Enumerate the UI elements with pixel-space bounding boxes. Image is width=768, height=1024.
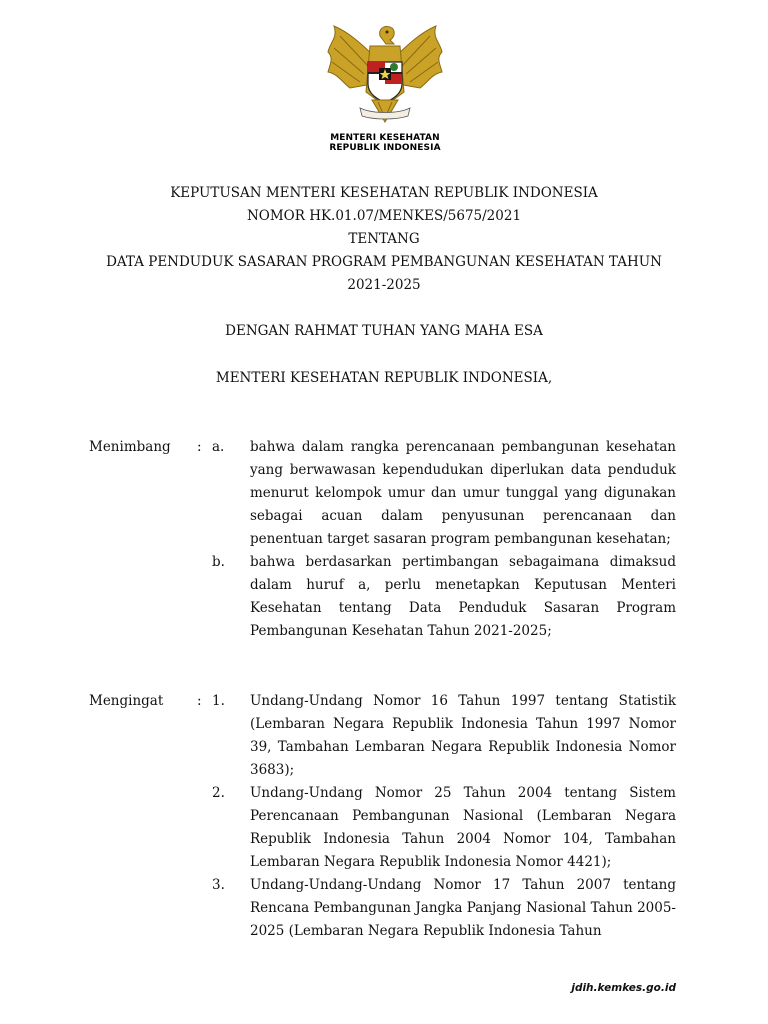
mengingat-colon: : [197, 693, 202, 709]
item-marker: 1. [212, 693, 225, 709]
institution-name [300, 133, 470, 153]
title-line-2: NOMOR HK.01.07/MENKES/5675/2021 [246, 208, 522, 224]
menimbang-colon: : [197, 439, 202, 455]
item-marker: 3. [212, 877, 225, 893]
blessing-line: DENGAN RAHMAT TUHAN YANG MAHA ESA [225, 323, 543, 339]
document-title [60, 182, 708, 297]
footer-url[interactable]: jdih.kemkes.go.id [571, 982, 676, 994]
title-line-4: DATA PENDUDUK SASARAN PROGRAM PEMBANGUNAN KESEHATAN TAHUN [106, 254, 662, 270]
item-text: Undang-Undang Nomor 16 Tahun 1997 tentang Statistik (Lembaran Negara Republik Indonesia Tahun 1997 Nomor 39, Tambahan Lembaran Negara Republik Indonesia Nomor 3683); [250, 693, 676, 778]
menimbang-item-a [0, 436, 768, 551]
title-line-1: KEPUTUSAN MENTERI KESEHATAN REPUBLIK INDONESIA [170, 185, 598, 201]
item-marker: a. [212, 439, 225, 455]
institution-line-1: MENTERI KESEHATAN [330, 133, 440, 143]
item-text: Undang-Undang Nomor 25 Tahun 2004 tentang Sistem Perencanaan Pembangunan Nasional (Lembaran Negara Republik Indonesia Tahun 2004 Nomor 104, Tambahan Lembaran Negara Republik Indonesia Nomor 4421); [250, 785, 676, 870]
item-marker: 2. [212, 785, 225, 801]
menimbang-item-b [0, 551, 768, 643]
title-line-5: 2021-2025 [347, 277, 421, 293]
mengingat-item-1 [0, 690, 768, 782]
menimbang-label: Menimbang [89, 439, 171, 455]
mengingat-item-3 [0, 874, 768, 943]
item-marker: b. [212, 554, 225, 570]
garuda-pancasila-emblem [320, 22, 450, 130]
mengingat-list [0, 690, 768, 943]
item-text: Undang-Undang-Undang Nomor 17 Tahun 2007 tentang Rencana Pembangunan Jangka Panjang Nasional Tahun 2005-2025 (Lembaran Negara Republik Indonesia Tahun [250, 877, 676, 939]
mengingat-item-2 [0, 782, 768, 874]
minister-line: MENTERI KESEHATAN REPUBLIK INDONESIA, [215, 370, 553, 386]
title-line-3: TENTANG [348, 231, 420, 247]
institution-line-2: REPUBLIK INDONESIA [329, 143, 441, 153]
menimbang-list [0, 436, 768, 643]
item-text: bahwa dalam rangka perencanaan pembangunan kesehatan yang berwawasan kependudukan diperlukan data penduduk menurut kelompok umur dan umur tunggal yang digunakan sebagai acuan dalam penyusunan perencanaan dan penentuan target sasaran program pembangunan kesehatan; [250, 439, 676, 547]
mengingat-label: Mengingat [89, 693, 164, 709]
item-text: bahwa berdasarkan pertimbangan sebagaimana dimaksud dalam huruf a, perlu menetapkan Keputusan Menteri Kesehatan tentang Data Penduduk Sasaran Program Pembangunan Kesehatan Tahun 2021-2025; [250, 554, 676, 639]
